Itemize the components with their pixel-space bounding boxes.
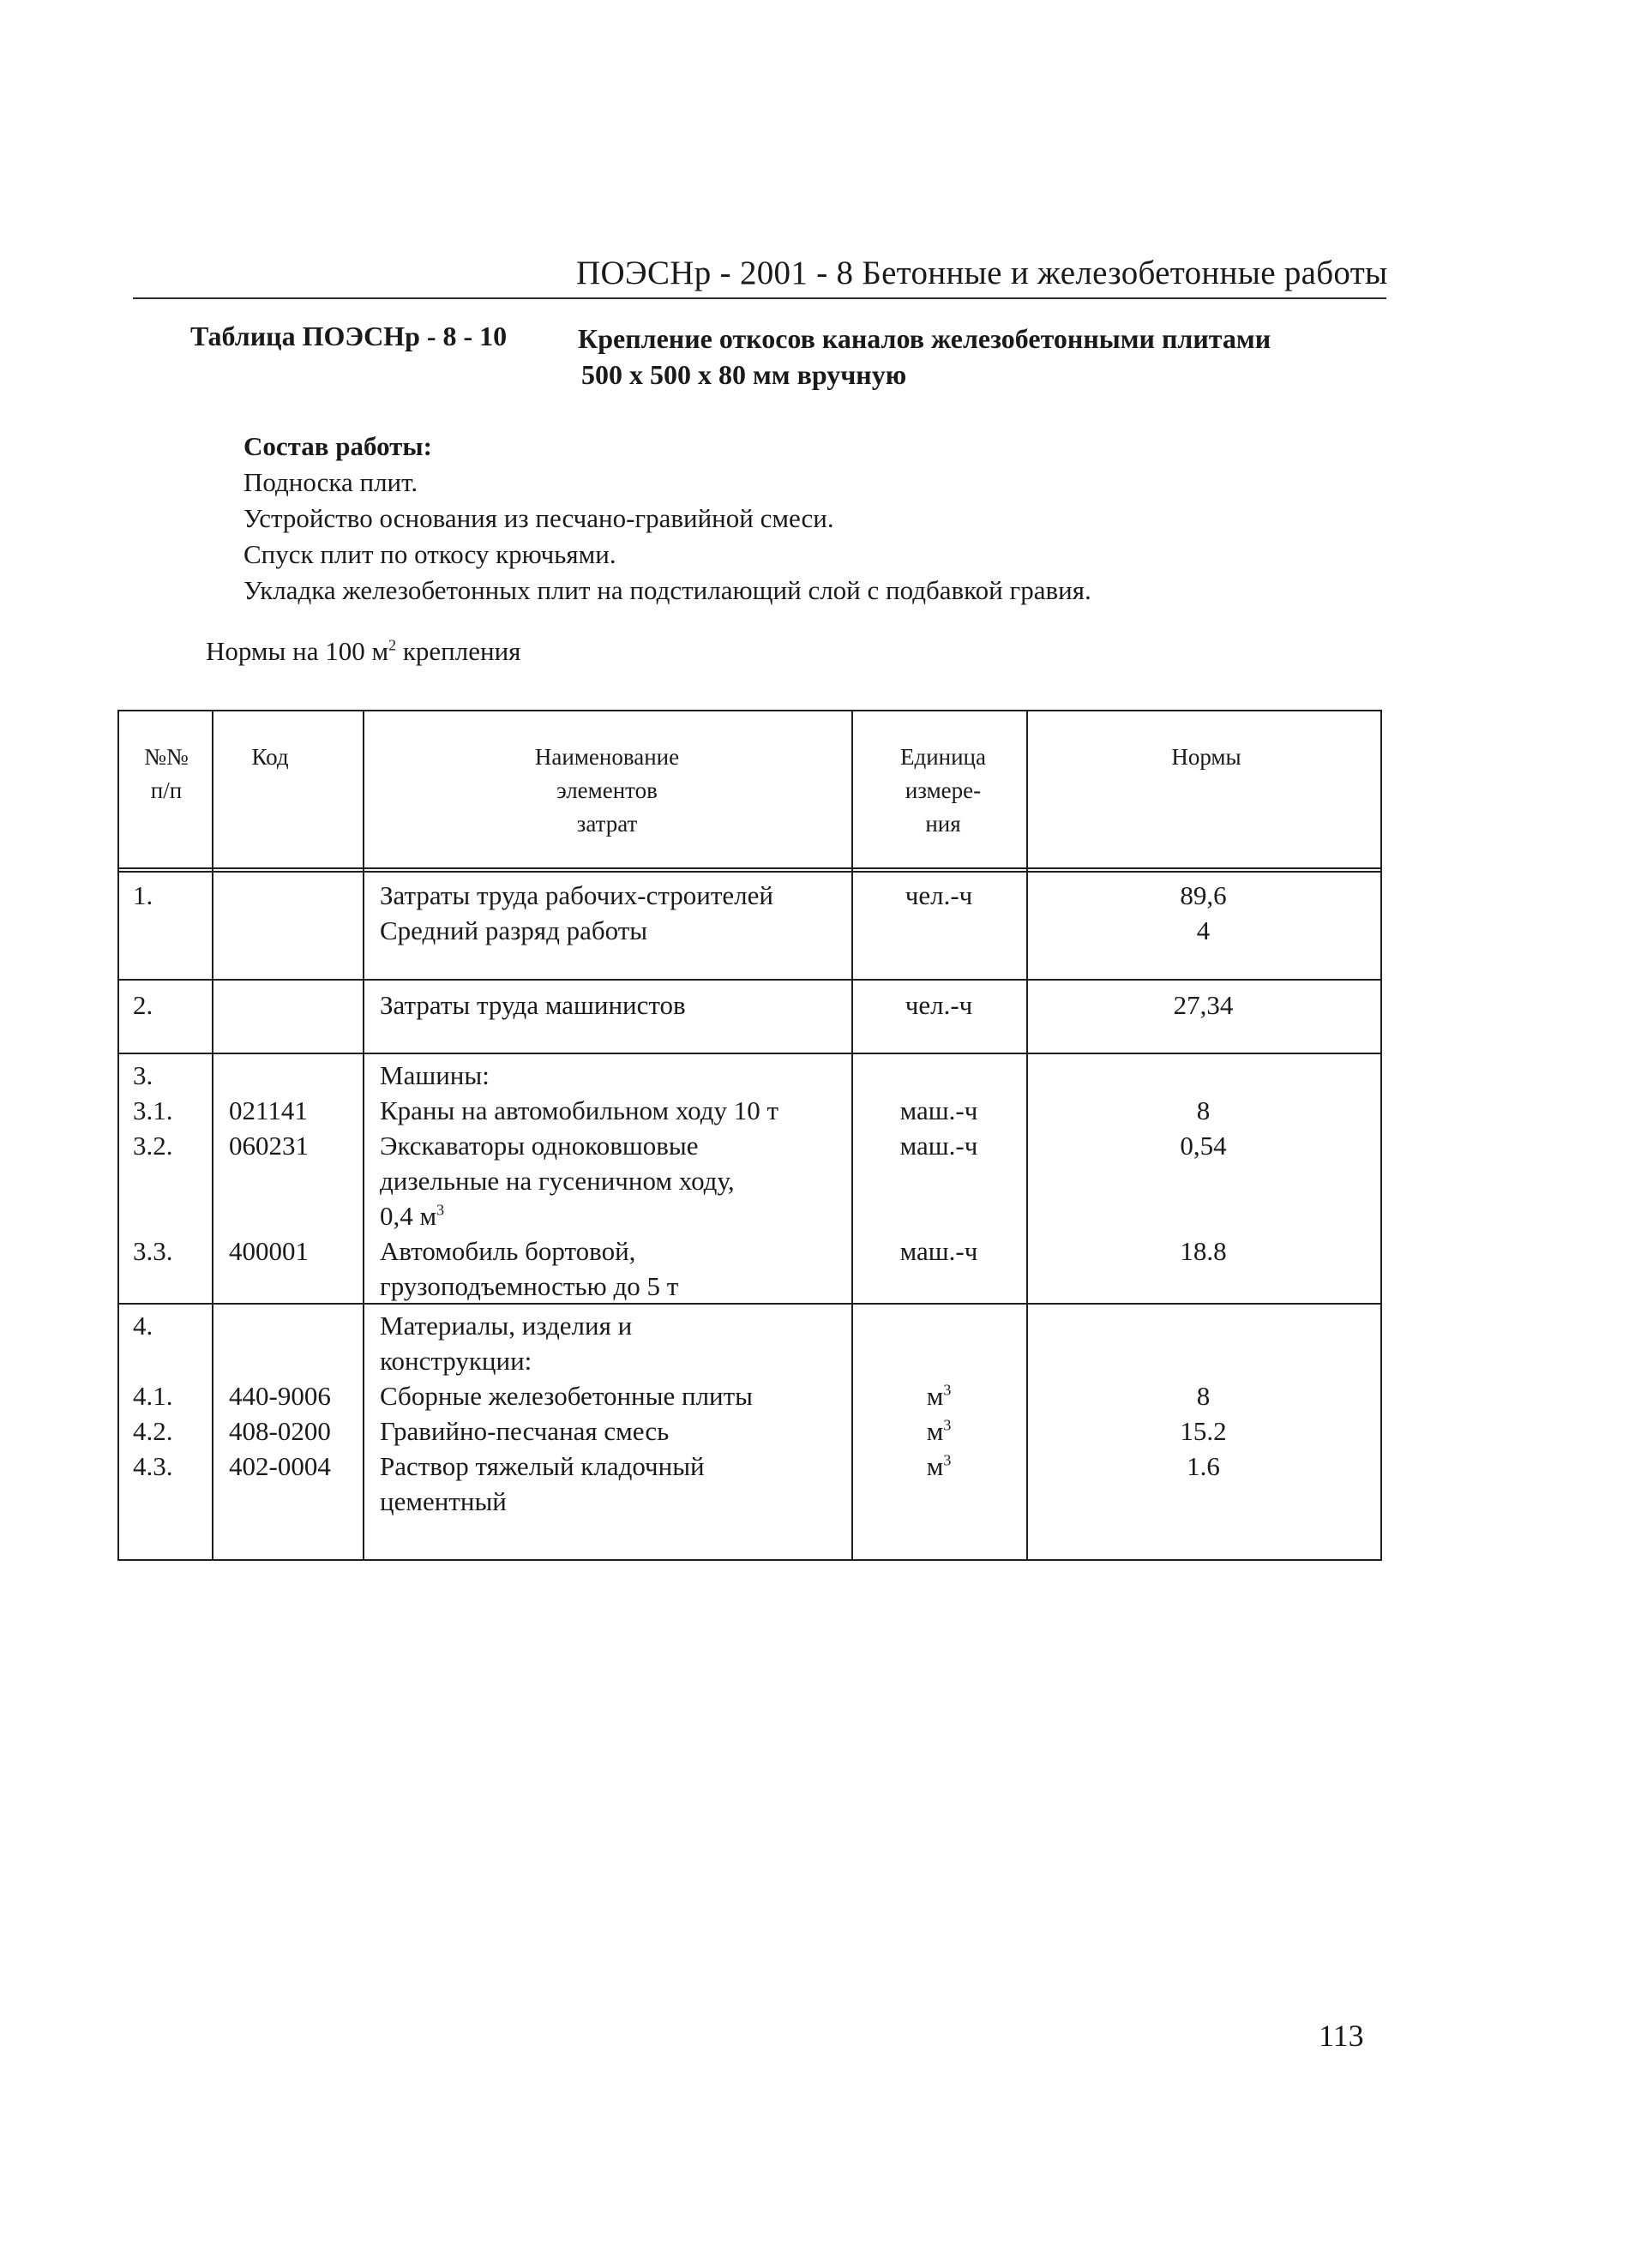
- row-1-num: 1.: [133, 880, 153, 910]
- work-line: Спуск плит по откосу крючьями.: [243, 539, 616, 569]
- header-name-l3: затрат: [576, 811, 638, 837]
- row-4-num: 4.: [133, 1311, 153, 1341]
- header-unit-l2: измере-: [905, 777, 982, 803]
- header-num-l2: п/п: [150, 777, 183, 803]
- header-norm: Нормы: [1171, 744, 1241, 770]
- row-4-3-code: 402-0004: [229, 1451, 331, 1481]
- table-rule: [363, 710, 364, 1561]
- table-rule: [117, 710, 1382, 711]
- page-number: 113: [1319, 2019, 1364, 2053]
- header-unit-l3: ния: [925, 811, 961, 837]
- row-4-2-unit-exp: 3: [943, 1416, 952, 1434]
- table-rule: [117, 1559, 1382, 1561]
- row-3-1-name: Краны на автомобильном ходу 10 т: [380, 1095, 779, 1125]
- table-rule: [1026, 710, 1028, 1561]
- table-rule: [117, 1303, 1382, 1305]
- row-3-2-name-l3: [380, 1198, 735, 1233]
- row-3-num: 3.: [133, 1060, 153, 1090]
- row-2-name: Затраты труда машинистов: [380, 990, 686, 1020]
- row-4-name-l1: Материалы, изделия и: [380, 1311, 633, 1341]
- work-composition: [243, 429, 1091, 609]
- caption-label: Таблица ПОЭСНр - 8 - 10: [190, 321, 508, 351]
- header-num: [128, 741, 205, 807]
- row-4-name: [380, 1308, 632, 1378]
- row-4-2-name: Гравийно-песчаная смесь: [380, 1416, 670, 1446]
- row-4-2-norm: 15.2: [1180, 1416, 1227, 1446]
- norms-table: [117, 710, 1382, 1561]
- norms-note-tail: крепления: [396, 636, 521, 666]
- table-rule: [117, 867, 1382, 869]
- row-3-2-name-l1: Экскаваторы одноковшовые: [380, 1131, 699, 1161]
- row-3-2-name-l3-exp: 3: [436, 1201, 445, 1219]
- row-1-norm-l1: 89,6: [1180, 880, 1227, 910]
- table-rule: [117, 710, 119, 1561]
- work-line: Укладка железобетонных плит на подстилающий слой с подбавкой гравия.: [243, 575, 1091, 605]
- row-3-1-code: 021141: [229, 1095, 308, 1125]
- header-unit: [863, 741, 1023, 841]
- row-4-2-unit-text: м: [926, 1416, 944, 1446]
- norms-note: [206, 636, 520, 667]
- table-rule: [851, 710, 853, 1561]
- table-rule: [117, 979, 1382, 981]
- row-2-unit: чел.-ч: [905, 990, 973, 1020]
- row-4-1-unit: [855, 1378, 1023, 1413]
- work-line: Подноска плит.: [243, 467, 418, 497]
- row-4-3-unit-text: м: [926, 1451, 944, 1481]
- row-3-3-norm: 18.8: [1180, 1236, 1227, 1266]
- row-3-name: Машины:: [380, 1060, 490, 1090]
- work-heading: Состав работы:: [243, 431, 432, 461]
- header-name-l2: элементов: [556, 777, 658, 803]
- row-3-3-name-l2: грузоподъемностью до 5 т: [380, 1271, 679, 1301]
- row-3-2-name-l2: дизельные на гусеничном ходу,: [380, 1166, 735, 1196]
- header-unit-l1: Единица: [899, 744, 986, 770]
- row-3-3-code: 400001: [229, 1236, 309, 1266]
- row-4-1-norm: 8: [1196, 1381, 1211, 1411]
- row-3-1-num: 3.1.: [133, 1095, 173, 1125]
- row-4-1-name: Сборные железобетонные плиты: [380, 1381, 753, 1411]
- row-3-3-name: [380, 1233, 678, 1304]
- row-4-3-unit: [855, 1449, 1023, 1484]
- row-3-1-unit: маш.-ч: [899, 1095, 978, 1125]
- row-2-num: 2.: [133, 990, 153, 1020]
- row-4-3-unit-exp: 3: [943, 1451, 952, 1469]
- header-rule: [133, 297, 1386, 299]
- row-1-norm: [1030, 878, 1377, 948]
- caption-title-line-1: Крепление откосов каналов железобетонными плитами: [578, 323, 1271, 354]
- row-3-2-unit: маш.-ч: [899, 1131, 978, 1161]
- row-4-name-l2: конструкции:: [380, 1346, 532, 1376]
- table-rule: [117, 1053, 1382, 1054]
- row-4-3-num: 4.3.: [133, 1451, 173, 1481]
- row-3-3-num: 3.3.: [133, 1236, 173, 1266]
- header-num-l1: №№: [144, 744, 189, 770]
- row-4-1-unit-text: м: [926, 1381, 944, 1411]
- row-3-2-code: 060231: [229, 1131, 309, 1161]
- table-rule: [1380, 710, 1382, 1561]
- row-1-name: [380, 878, 773, 948]
- header-name: [371, 741, 843, 841]
- row-2-norm: 27,34: [1173, 990, 1234, 1020]
- caption-title-line-2: 500 х 500 х 80 мм вручную: [581, 359, 907, 390]
- row-1-unit: чел.-ч: [905, 880, 973, 910]
- row-1-name-l1: Затраты труда рабочих-строителей: [380, 880, 773, 910]
- row-3-3-unit: маш.-ч: [899, 1236, 978, 1266]
- row-1-norm-l2: 4: [1196, 915, 1211, 945]
- row-1-name-l2: Средний разряд работы: [380, 915, 648, 945]
- header-code: Код: [251, 744, 289, 770]
- norms-note-text: Нормы на 100 м: [206, 636, 389, 666]
- row-4-3-name-l1: Раствор тяжелый кладочный: [380, 1451, 705, 1481]
- row-3-2-num: 3.2.: [133, 1131, 173, 1161]
- row-4-1-unit-exp: 3: [943, 1381, 952, 1399]
- row-3-2-name: [380, 1128, 735, 1233]
- row-3-1-norm: 8: [1196, 1095, 1211, 1125]
- row-3-2-name-l3-text: 0,4 м: [380, 1201, 437, 1231]
- row-3-3-name-l1: Автомобиль бортовой,: [380, 1236, 636, 1266]
- row-4-3-norm: 1.6: [1187, 1451, 1220, 1481]
- row-4-2-unit: [855, 1413, 1023, 1449]
- table-rule: [117, 871, 1382, 873]
- row-4-1-code: 440-9006: [229, 1381, 331, 1411]
- row-3-2-norm: 0,54: [1180, 1131, 1227, 1161]
- row-4-2-num: 4.2.: [133, 1416, 173, 1446]
- row-4-3-name: [380, 1449, 705, 1519]
- row-4-3-name-l2: цементный: [380, 1486, 507, 1516]
- table-rule: [212, 710, 213, 1561]
- work-line: Устройство основания из песчано-гравийной смеси.: [243, 503, 834, 533]
- row-4-2-code: 408-0200: [229, 1416, 331, 1446]
- running-header: ПОЭСНр - 2001 - 8 Бетонные и железобетонные работы: [576, 255, 1388, 291]
- header-name-l1: Наименование: [534, 744, 680, 770]
- norms-note-exponent: 2: [388, 636, 397, 654]
- caption-title: [578, 321, 1271, 393]
- row-4-1-num: 4.1.: [133, 1381, 173, 1411]
